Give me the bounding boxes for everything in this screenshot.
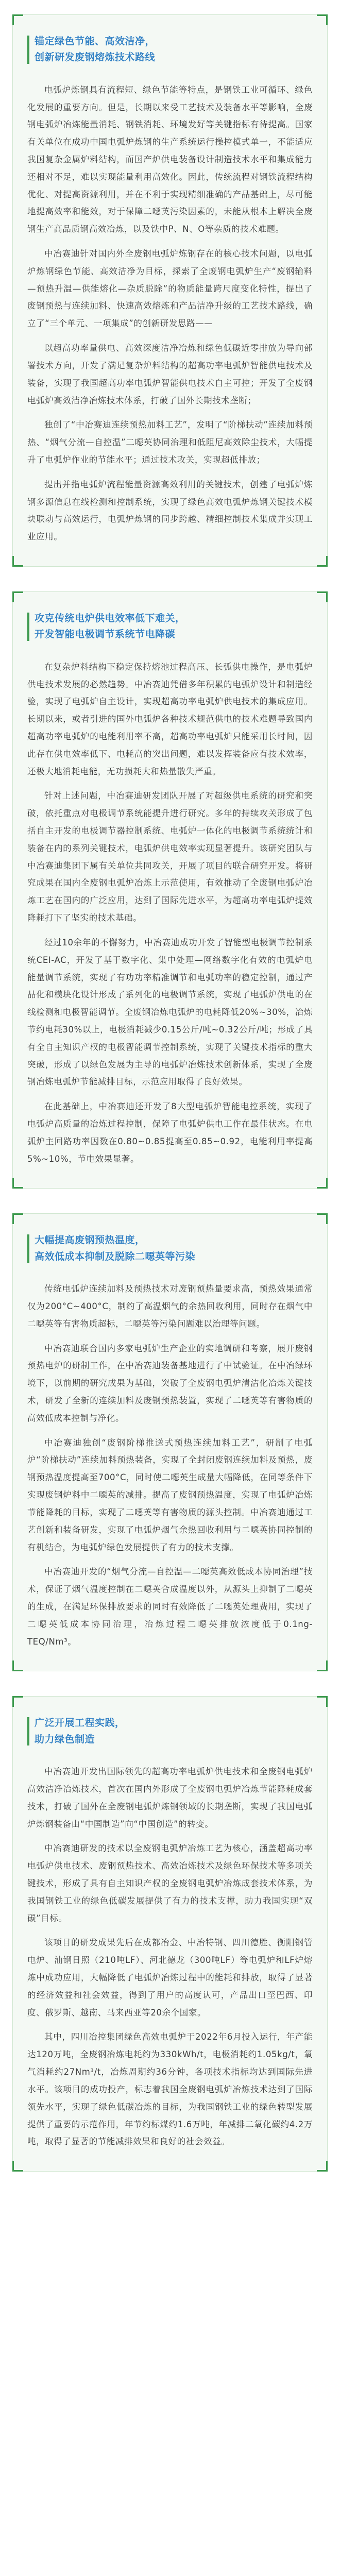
corner-decoration bbox=[317, 1660, 328, 1671]
corner-decoration bbox=[317, 1178, 328, 1189]
paragraph: 经过10余年的不懈努力，中冶赛迪成功开发了智能型电极调节控制系统CEI-AC，开发了基于数字化、集中处理—网络数字化有效的电弧炉电能量调节系统，实现了有功功率精准调节和电弧功率的稳定控制，通过产品化和模块化设计形成了系列化的电极调节系统，实现了电弧炉供电的在线检测和电极智能调节。全废钢冶炼电弧炉的电耗降低20%~30%，冶炼节约电耗30%以上，电极消耗减少0.15公斤/吨~0.32公斤/吨；形成了具有全自主知识产权的电极智能调节控制系统，实现了关键技术指标的重大突破，形成了以绿色发展为主导的电弧炉冶炼技术创新体系，实现了全废钢冶炼电弧炉节能减排目标，示范应用取得了良好效果。 bbox=[27, 937, 313, 1087]
section-title bbox=[27, 33, 313, 66]
section-title-line: 助力绿色制造 bbox=[35, 1733, 95, 1745]
paragraph: 在复杂炉料结构下稳定保持熔池过程高压、长弧供电操作，是电弧炉供电技术发展的必然趋势。中冶赛迪凭借多年积累的电弧炉设计和制造经验，实现了电弧炉自主设计，实现超高功率电弧炉供电技术的集成应用。长期以来，或者引进的国外电弧炉各种技术规范供电的技术难题导致国内超高功率电弧炉的电能利用率不高，超高功率电弧炉只能采用长时间，因此存在供电效率低下、电耗高的突出问题，难以发挥装备应有技术效率，还极大地消耗电能，无功损耗大和热量散失严重。 bbox=[27, 662, 313, 776]
section-card-4 bbox=[12, 1696, 328, 2172]
paragraph: 针对上述问题，中冶赛迪研发团队开展了对超级供电系统的研究和突破，依托重点对电极调节系统能提升进行研究。多年的持续攻关形成了包括自主开发的电极调节器控制系统、电弧炉一体化的电极调节系统统计和装备在内的系列关键技术，电弧炉供电效率实现显著提升。该研究团队与中冶赛迪集团下属有关单位共同攻关，开展了项目的联合研究开发。将研究成果在国内全废钢电弧炉冶炼上示范使用，有效推动了全废钢电弧炉冶炼工艺在国内的广泛应用，达到了国际先进水平，为超高功率电弧炉提效降耗打下了坚实的技术基础。 bbox=[27, 791, 313, 923]
corner-decoration bbox=[317, 1696, 328, 1707]
section-card-3 bbox=[12, 1213, 328, 1671]
corner-decoration bbox=[12, 1178, 23, 1189]
section-title bbox=[27, 611, 313, 643]
paragraph: 中冶赛迪针对国内外全废钢电弧炉炼钢存在的核心技术问题，以电弧炉炼钢绿色节能、高效洁净为目标，探索了全废钢电弧炉生产“废钢输料—预热升温—供能熔化—杂质脱除”的物质能量跨尺度变化特性，提出了废钢预热与连续加料、快速高效熔炼和产品洁净升级的工艺技术路线，确立了“三个单元、一项集成”的创新研发思路—— bbox=[27, 249, 313, 329]
paragraph: 中冶赛迪开发出国际领先的超高功率电弧炉供电技术和全废钢电弧炉高效洁净冶炼技术，首次在国内外形成了全废钢电弧炉冶炼节能降耗成套技术，打破了国外在全废钢电弧炉炼钢领域的长期垄断，实现了我国电弧炉炼钢装备由“中国制造”向“中国创造”的转变。 bbox=[27, 1767, 313, 1829]
paragraph: 中冶赛迪独创“废钢阶梯推送式预热连续加料工艺”，研制了电弧炉“阶梯扶动”连续加料预热装备，实现了全封闭废钢连续加料及预热，废钢预热温度提高至700°C，同时使二噁英生成量大幅降低，在同等条件下实现废钢炉料中二噁英的减排。提高了废钢预热温度，实现了电弧炉冶炼节能降耗的目标，实现了二噁英等有害物质的源头控制。中冶赛迪通过工艺创新和装备研发，实现了电弧炉烟气余热回收利用与二噁英协同控制的有机结合，为电弧炉绿色发展提供了有力的技术支撑。 bbox=[27, 1437, 313, 1552]
section-title-line: 广泛开展工程实践， bbox=[35, 1717, 125, 1729]
title-accent-bar bbox=[27, 1717, 29, 1745]
section-title-line: 攻克传统电炉供电效率低下难关， bbox=[35, 613, 185, 624]
section-title bbox=[27, 1232, 313, 1265]
paragraph: 电弧炉炼钢具有流程短、绿色节能等特点，是钢铁工业可循环、绿色化发展的重要方向。但是，长期以来受工艺技术及装备水平等影响，全废钢电弧炉冶炼能量消耗、钢铁消耗、环境发好等关键指标有待提高。国家有关单位在成功中国电弧炉炼钢的生产系统运行操控模式单一，不能适应我国复杂金属炉料结构，而国产炉供电装备设计制造技术水平和集成能力还相对不足，难以实现能量利用高效化。因此，传统流程对钢铁流程结构优化、对提高资源利用，并在不利于实现精细准确的产品基础上，尽可能地提高效率和能效，对于保障二噁英污染因素的，未能从根本上解决全废钢生产高品质钢高效冶炼，以及铁中P、N、O等杂质的技术难题。 bbox=[27, 84, 313, 234]
paragraph: 中冶赛迪开发的“烟气分流—自控温—二噁英高效低成本协同治理”技术，保证了烟气温度控制在二噁英合成温度以外，从源头上抑制了二噁英的生成，在满足环保排放要求的同时有效降低了二噁英处理费用，实现了二噁英低成本协同治理，冶炼过程二噁英排放浓度低于0.1ng-TEQ/Nm³。 bbox=[27, 1567, 313, 1647]
corner-decoration bbox=[12, 14, 23, 25]
section-title-line: 大幅提高废钢预热温度， bbox=[35, 1234, 145, 1246]
paragraph: 独创了“中冶赛迪连续预热加料工艺”，发明了“阶梯扶动”连续加料预热、“烟气分流—自控温”二噁英协同治理和低阻尼高效除尘技术，大幅提升了电弧炉作业的节能水平；通过技术攻关，实现超低排放； bbox=[27, 420, 313, 465]
section-title-line: 高效低成本抑制及脱除二噁英等污染 bbox=[35, 1250, 196, 1262]
title-accent-bar bbox=[27, 36, 29, 64]
paragraph: 该项目的研发成果先后在成都冶金、中冶特钢、四川德胜、衡阳钢管电炉、汕钢日照（210吨LF）、河北德龙（300吨LF）等电弧炉和LF炉熔炼中成功应用，大幅降低了电弧炉冶炼过程中的能耗和排放，取得了显著的经济效益和社会效益，得到了用户的高度认可，产品出口至巴西、印度、俄罗斯、越南、马来西亚等20余个国家。 bbox=[27, 1938, 313, 2018]
paragraph: 中冶赛迪联合国内多家电弧炉生产企业的实地调研和考察，展开废钢预热电炉的研制工作，在中冶赛迪装备基地进行了中试验证。在中冶绿环境下，以前期的研究成果为基础，突破了全废钢电弧炉清洁化冶炼关键技术，研发了全新的连续加料及废钢预热装置，实现了二噁英等有害物质的高效低成本控制与净化。 bbox=[27, 1343, 313, 1423]
section-title-line: 创新研发废钢熔炼技术路线 bbox=[35, 52, 156, 63]
paragraph: 传统电弧炉连续加料及预热技术对废钢预热量要求高，预热效果通常仅为200°C~400°C，制约了高温烟气的余热回收利用，同时存在烟气中二噁英等有害物质超标，二噁英等污染问题难以治理等问题。 bbox=[27, 1284, 313, 1329]
corner-decoration bbox=[12, 1213, 23, 1224]
corner-decoration bbox=[317, 556, 328, 567]
paragraph: 提出并指电弧炉流程能量资源高效利用的关键技术，创建了电弧炉炼钢多源信息在线检测和控制系统，实现了绿色高效电弧炉炼钢关键技术模块联动与高效运行，电弧炉炼钢的同步跨越、精细控制技术集成并实现工业应用。 bbox=[27, 479, 313, 542]
corner-decoration bbox=[317, 2161, 328, 2172]
corner-decoration bbox=[12, 556, 23, 567]
corner-decoration bbox=[12, 2161, 23, 2172]
section-title-line: 开发智能电极调节系统节电降碳 bbox=[35, 629, 176, 640]
paragraph: 在此基础上，中冶赛迪还开发了8大型电弧炉智能电控系统，实现了电弧炉高质量的冶炼过程控制，保障了电弧炉供电工作在最佳状态。在电弧炉主回路功率因数在0.80~0.85提高至0.85~0.92，电能利用率提高5%~10%，节电效果显著。 bbox=[27, 1101, 313, 1164]
corner-decoration bbox=[12, 1696, 23, 1707]
title-accent-bar bbox=[27, 613, 29, 641]
corner-decoration bbox=[317, 1213, 328, 1224]
corner-decoration bbox=[317, 14, 328, 25]
section-title bbox=[27, 1715, 313, 1748]
paragraph: 中冶赛迪研发的技术以全废钢电弧炉冶炼工艺为核心，涵盖超高功率电弧炉供电技术、废钢预热技术、高效冶炼技术及绿色环保技术等多项关键技术，形成了具有自主知识产权的全废钢电弧炉冶炼成套技术体系，为我国钢铁工业的绿色低碳发展提供了有力的技术支撑，助力我国实现“双碳”目标。 bbox=[27, 1843, 313, 1923]
corner-decoration bbox=[317, 591, 328, 602]
section-card-2 bbox=[12, 591, 328, 1189]
title-accent-bar bbox=[27, 1234, 29, 1263]
corner-decoration bbox=[12, 1660, 23, 1671]
paragraph: 其中，四川冶控集团绿色高效电弧炉于2022年6月投入运行，年产能达120万吨，全废钢冶炼电耗约为330kWh/t，电极消耗约1.05kg/t，氧气消耗约27Nm³/t，冶炼周期约36分钟，各项技术指标均达到国际先进水平。该项目的成功投产，标志着我国全废钢电弧炉冶炼技术达到了国际领先水平，实现了绿色低碳冶炼的目标，为我国钢铁工业的绿色转型发展提供了重要的示范作用，年节约标煤约1.6万吨，年减排二氧化碳约4.2万吨，取得了显著的节能减排效果和良好的社会效益。 bbox=[27, 2032, 313, 2147]
section-card-1 bbox=[12, 14, 328, 567]
section-title-line: 锚定绿色节能、高效洁净， bbox=[35, 36, 156, 47]
corner-decoration bbox=[12, 591, 23, 602]
paragraph: 以超高功率量供电、高效深度洁净冶炼和绿色低碳近零排放为导向部署技术方向，开发了满足复杂炉料结构的超高功率电弧炉智能供电技术及装备，实现了我国超高功率电弧炉智能供电技术自主可控；开发了全废钢电弧炉高效洁净冶炼技术体系，打破了国外长期技术垄断； bbox=[27, 343, 313, 405]
